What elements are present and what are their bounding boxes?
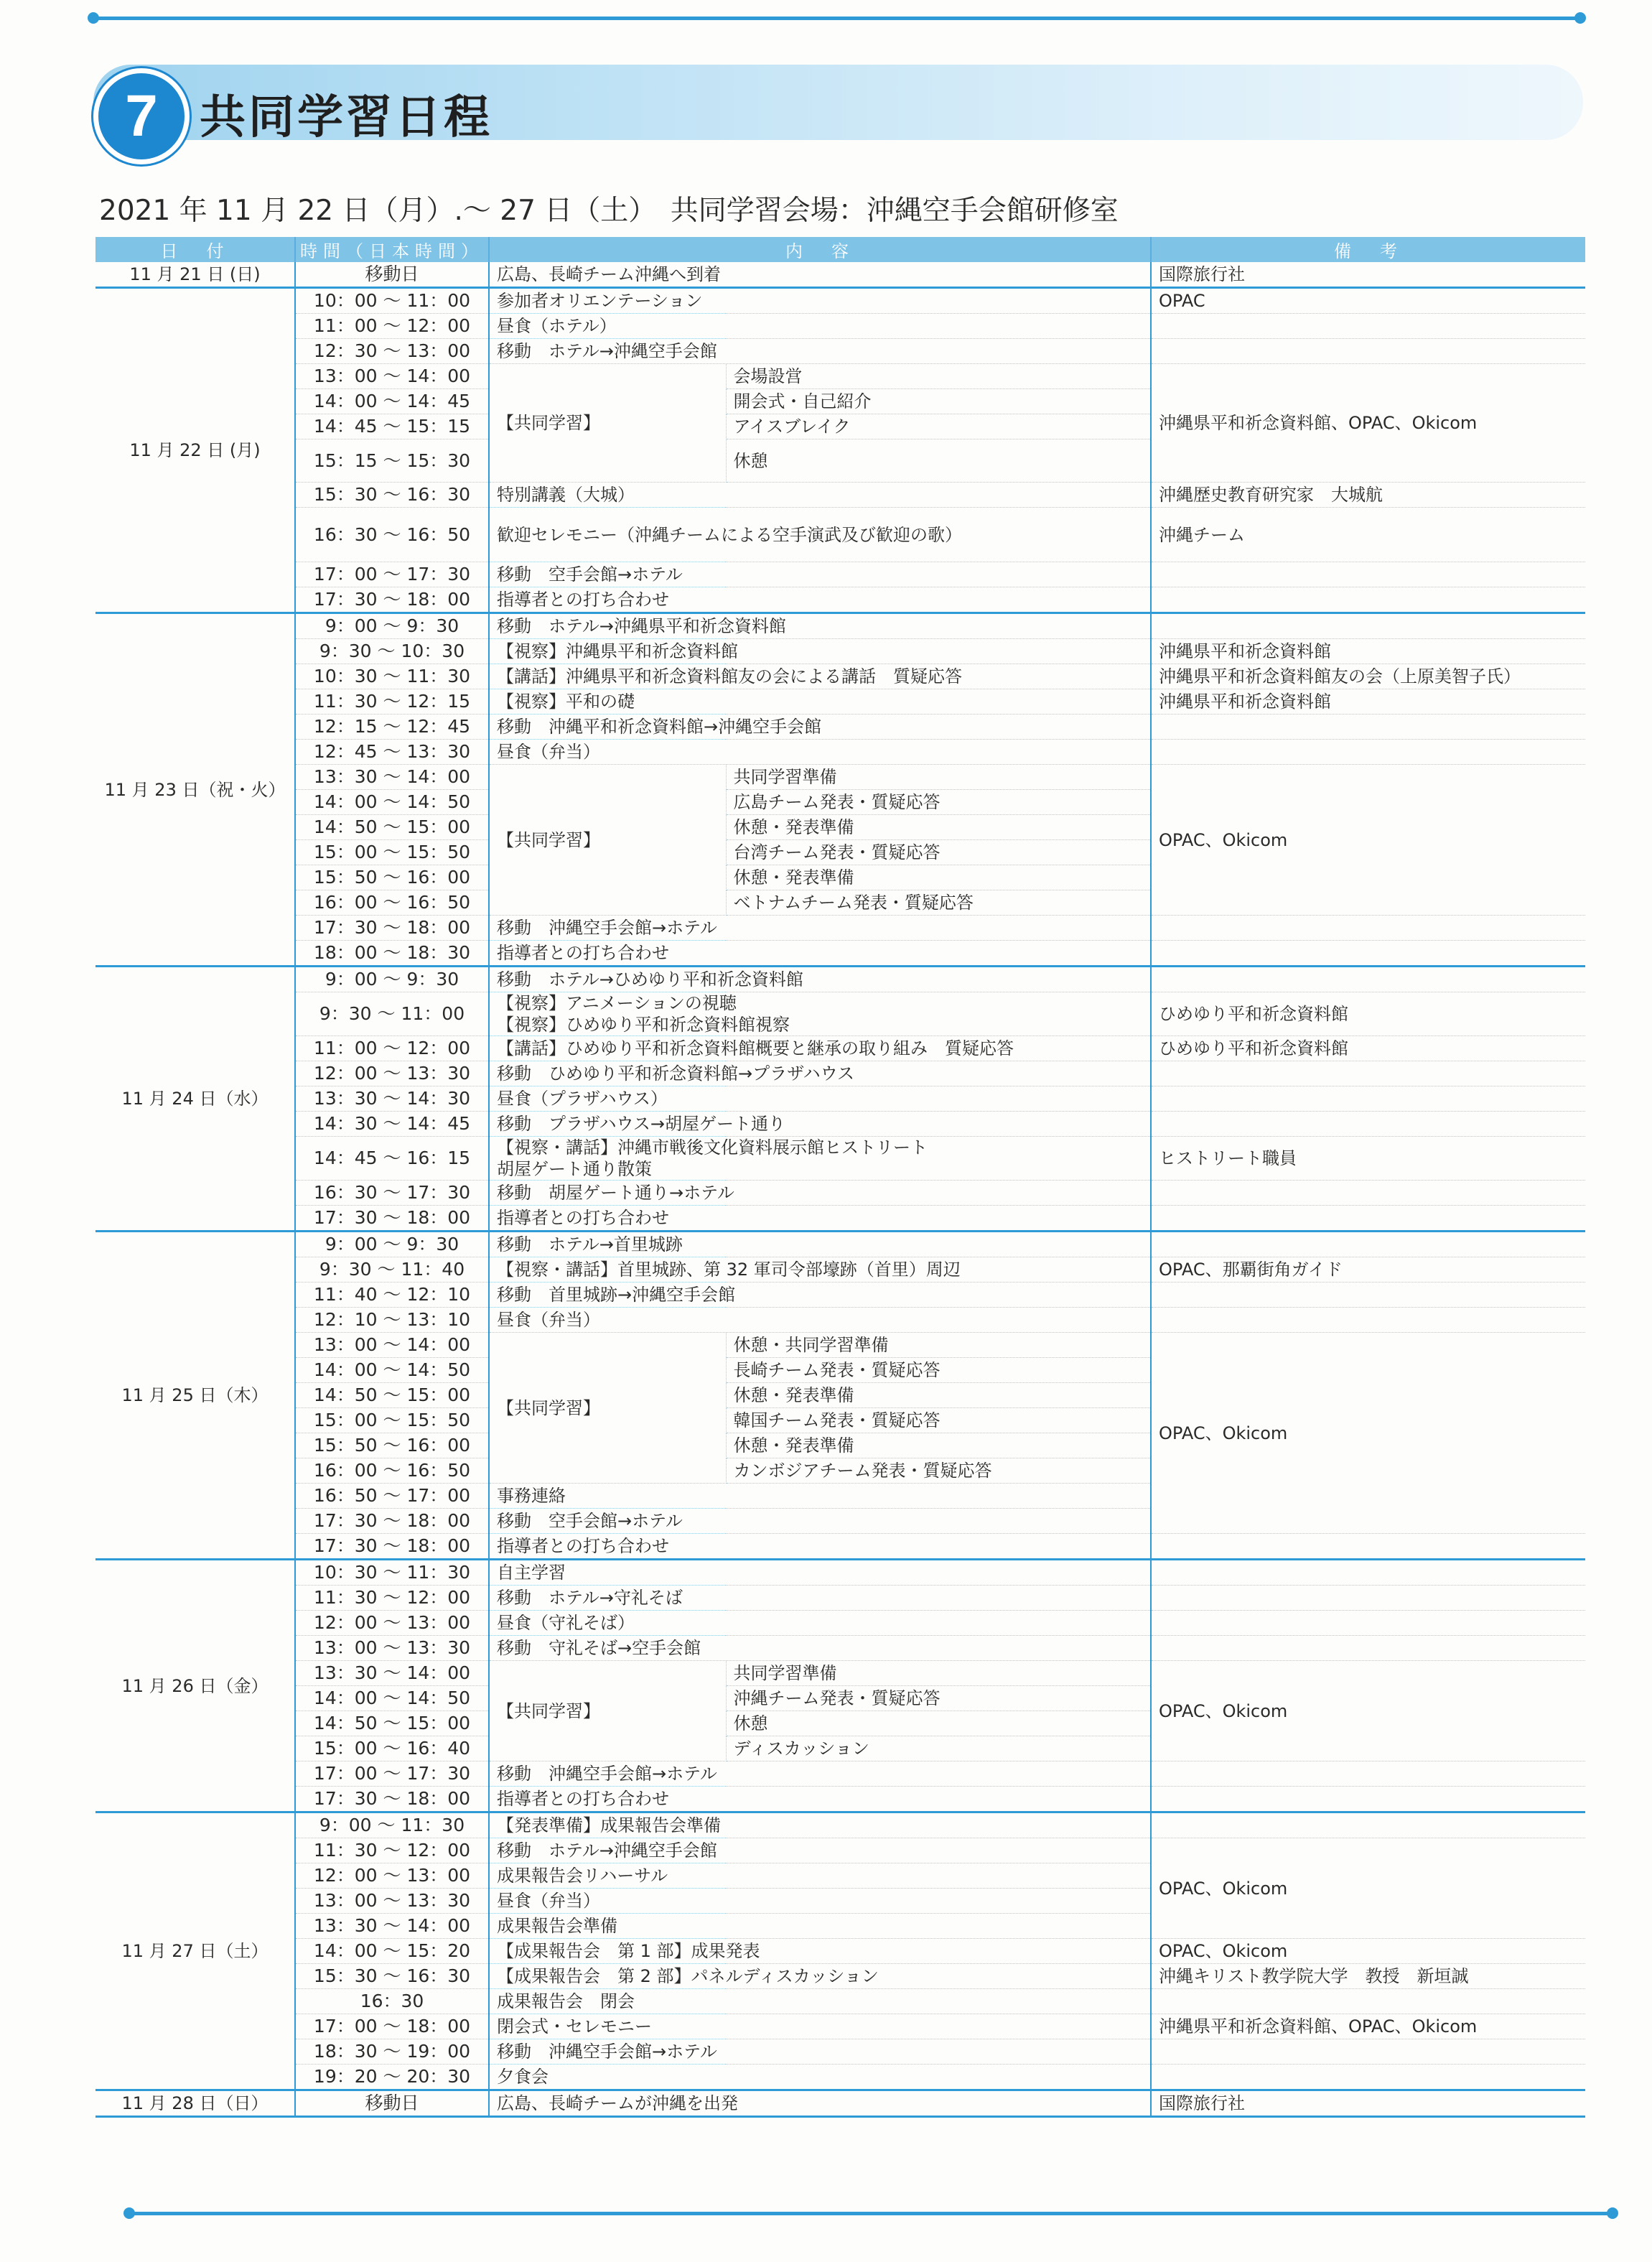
table-row — [95, 364, 1585, 389]
time-cell: 10：00 ～ 11：00 — [295, 288, 489, 314]
activity-group-cell: 【共同学習】 — [489, 765, 726, 916]
time-cell: 13：30 ～ 14：00 — [295, 1914, 489, 1939]
content-cell: 韓国チーム発表・質疑応答 — [726, 1408, 1151, 1433]
time-cell: 16：00 ～ 16：50 — [295, 1458, 489, 1484]
table-row — [95, 1661, 1585, 1686]
content-cell: 開会式・自己紹介 — [726, 389, 1151, 414]
table-row — [95, 639, 1585, 664]
content-cell: 指導者との打ち合わせ — [489, 941, 1151, 967]
content-cell: カンボジアチーム発表・質疑応答 — [726, 1458, 1151, 1484]
table-row — [95, 2039, 1585, 2065]
table-row — [95, 587, 1585, 613]
time-cell: 15：30 ～ 16：30 — [295, 1964, 489, 1989]
note-cell: 沖縄県平和祈念資料館、OPAC、Okicom — [1151, 364, 1585, 483]
time-cell: 15：00 ～ 15：50 — [295, 840, 489, 865]
time-cell: 13：00 ～ 14：00 — [295, 364, 489, 389]
content-cell: 【視察・講話】沖縄市戦後文化資料展示館ヒストリート 胡屋ゲート通り散策 — [489, 1137, 1151, 1181]
content-cell: 移動 首里城跡→沖縄空手会館 — [489, 1283, 1151, 1308]
content-cell: 移動 沖縄空手会館→ホテル — [489, 2039, 1151, 2065]
time-cell: 12：15 ～ 12：45 — [295, 715, 489, 740]
time-cell: 13：00 ～ 14：00 — [295, 1333, 489, 1358]
table-row — [95, 1137, 1585, 1181]
table-row — [95, 1812, 1585, 1838]
note-cell — [1151, 941, 1585, 967]
note-cell: OPAC、Okicom — [1151, 1939, 1585, 1964]
content-cell: 共同学習準備 — [726, 765, 1151, 790]
time-cell: 12：00 ～ 13：00 — [295, 1863, 489, 1889]
time-cell: 9：30 ～ 11：00 — [295, 992, 489, 1036]
table-row — [95, 941, 1585, 967]
content-cell: 昼食（弁当） — [489, 740, 1151, 765]
date-cell: 11 月 27 日（土） — [95, 1812, 295, 2090]
time-cell: 14：00 ～ 14：50 — [295, 1358, 489, 1383]
note-cell — [1151, 1232, 1585, 1257]
content-cell: 成果報告会準備 — [489, 1914, 1151, 1939]
time-cell: 16：30 ～ 16：50 — [295, 508, 489, 562]
time-cell: 14：00 ～ 14：45 — [295, 389, 489, 414]
content-cell: 休憩・発表準備 — [726, 1433, 1151, 1458]
time-cell: 17：30 ～ 18：00 — [295, 1534, 489, 1560]
content-cell: 休憩・発表準備 — [726, 815, 1151, 840]
table-row — [95, 1232, 1585, 1257]
content-cell: 特別講義（大城） — [489, 483, 1151, 508]
content-cell: 休憩 — [726, 1711, 1151, 1736]
time-cell: 9：00 ～ 9：30 — [295, 1232, 489, 1257]
content-cell: 移動 ひめゆり平和祈念資料館→プラザハウス — [489, 1061, 1151, 1086]
content-cell: 夕食会 — [489, 2065, 1151, 2090]
time-cell: 16：30 — [295, 1989, 489, 2014]
note-cell — [1151, 587, 1585, 613]
content-cell: 【講話】沖縄県平和祈念資料館友の会による講話 質疑応答 — [489, 664, 1151, 689]
table-row — [95, 1257, 1585, 1283]
content-cell: 移動 空手会館→ホテル — [489, 562, 1151, 587]
content-cell: 休憩・共同学習準備 — [726, 1333, 1151, 1358]
table-row — [95, 314, 1585, 339]
table-row — [95, 2065, 1585, 2090]
note-cell: 国際旅行社 — [1151, 2090, 1585, 2117]
time-cell: 12：45 ～ 13：30 — [295, 740, 489, 765]
content-cell: 休憩・発表準備 — [726, 1383, 1151, 1408]
date-cell: 11 月 23 日（祝・火） — [95, 613, 295, 967]
date-cell: 11 月 22 日 (月) — [95, 288, 295, 613]
table-row — [95, 339, 1585, 364]
table-row — [95, 613, 1585, 639]
time-cell: 11：30 ～ 12：15 — [295, 689, 489, 715]
note-cell: OPAC、Okicom — [1151, 1661, 1585, 1761]
header-content: 内 容 — [489, 237, 1151, 262]
table-row — [95, 1333, 1585, 1358]
content-cell: 広島チーム発表・質疑応答 — [726, 790, 1151, 815]
time-cell: 17：30 ～ 18：00 — [295, 916, 489, 941]
time-cell: 11：00 ～ 12：00 — [295, 314, 489, 339]
date-cell: 11 月 26 日（金） — [95, 1560, 295, 1812]
table-row — [95, 483, 1585, 508]
content-cell: ディスカッション — [726, 1736, 1151, 1761]
time-cell: 13：30 ～ 14：00 — [295, 1661, 489, 1686]
time-cell: 10：30 ～ 11：30 — [295, 1560, 489, 1586]
time-cell: 15：00 ～ 15：50 — [295, 1408, 489, 1433]
content-cell: 【視察・講話】首里城跡、第 32 軍司令部壕跡（首里）周辺 — [489, 1257, 1151, 1283]
note-cell — [1151, 1283, 1585, 1308]
time-cell: 9：00 ～ 11：30 — [295, 1812, 489, 1838]
time-cell: 12：10 ～ 13：10 — [295, 1308, 489, 1333]
time-cell: 13：30 ～ 14：30 — [295, 1086, 489, 1112]
note-cell — [1151, 562, 1585, 587]
time-cell: 14：45 ～ 16：15 — [295, 1137, 489, 1181]
table-row — [95, 1308, 1585, 1333]
time-cell: 14：45 ～ 15：15 — [295, 414, 489, 439]
time-cell: 11：30 ～ 12：00 — [295, 1838, 489, 1863]
note-cell — [1151, 1989, 1585, 2014]
content-cell: 休憩・発表準備 — [726, 865, 1151, 890]
table-row — [95, 1586, 1585, 1611]
content-cell: 【成果報告会 第 1 部】成果発表 — [489, 1939, 1151, 1964]
note-cell: 沖縄県平和祈念資料館友の会（上原美智子氏） — [1151, 664, 1585, 689]
content-cell: 歓迎セレモニー（沖縄チームによる空手演武及び歓迎の歌） — [489, 508, 1151, 562]
time-cell: 9：30 ～ 10：30 — [295, 639, 489, 664]
header-date: 日 付 — [95, 237, 295, 262]
activity-group-cell: 【共同学習】 — [489, 1333, 726, 1484]
time-cell: 9：00 ～ 9：30 — [295, 613, 489, 639]
content-cell: 【視察】平和の礎 — [489, 689, 1151, 715]
content-cell: 【発表準備】成果報告会準備 — [489, 1812, 1151, 1838]
time-cell: 15：50 ～ 16：00 — [295, 865, 489, 890]
table-row — [95, 1761, 1585, 1787]
time-cell: 12：30 ～ 13：00 — [295, 339, 489, 364]
time-cell: 17：00 ～ 17：30 — [295, 1761, 489, 1787]
time-cell: 12：00 ～ 13：00 — [295, 1611, 489, 1636]
table-row — [95, 1061, 1585, 1086]
table-row — [95, 1964, 1585, 1989]
activity-group-cell: 【共同学習】 — [489, 364, 726, 483]
table-row — [95, 2090, 1585, 2117]
content-cell: 移動 空手会館→ホテル — [489, 1509, 1151, 1534]
content-cell: 台湾チーム発表・質疑応答 — [726, 840, 1151, 865]
time-cell: 14：50 ～ 15：00 — [295, 1711, 489, 1736]
table-row — [95, 1611, 1585, 1636]
content-cell: 移動 ホテル→首里城跡 — [489, 1232, 1151, 1257]
table-header-row — [95, 237, 1585, 262]
table-row — [95, 262, 1585, 288]
table-row — [95, 1534, 1585, 1560]
time-cell: 13：30 ～ 14：00 — [295, 765, 489, 790]
time-cell: 14：00 ～ 14：50 — [295, 790, 489, 815]
table-row — [95, 1838, 1585, 1863]
time-cell: 移動日 — [295, 2090, 489, 2117]
time-cell: 17：30 ～ 18：00 — [295, 1509, 489, 1534]
content-cell: 参加者オリエンテーション — [489, 288, 1151, 314]
note-cell — [1151, 715, 1585, 740]
content-cell: 会場設営 — [726, 364, 1151, 389]
content-cell: 指導者との打ち合わせ — [489, 587, 1151, 613]
time-cell: 17：30 ～ 18：00 — [295, 1206, 489, 1232]
note-cell: ひめゆり平和祈念資料館 — [1151, 992, 1585, 1036]
date-cell: 11 月 28 日（日） — [95, 2090, 295, 2117]
note-cell: ひめゆり平和祈念資料館 — [1151, 1036, 1585, 1061]
time-cell: 13：00 ～ 13：30 — [295, 1889, 489, 1914]
content-cell: 事務連絡 — [489, 1484, 1151, 1509]
content-cell: 昼食（ホテル） — [489, 314, 1151, 339]
date-cell: 11 月 21 日 (日) — [95, 262, 295, 288]
note-cell — [1151, 1534, 1585, 1560]
time-cell: 14：50 ～ 15：00 — [295, 815, 489, 840]
time-cell: 16：50 ～ 17：00 — [295, 1484, 489, 1509]
time-cell: 移動日 — [295, 262, 489, 288]
time-cell: 19：20 ～ 20：30 — [295, 2065, 489, 2090]
note-cell — [1151, 1761, 1585, 1787]
section-number-badge: 7 — [93, 68, 190, 164]
table-row — [95, 288, 1585, 314]
note-cell: OPAC — [1151, 288, 1585, 314]
note-cell: ヒストリート職員 — [1151, 1137, 1585, 1181]
time-cell: 17：30 ～ 18：00 — [295, 587, 489, 613]
time-cell: 17：30 ～ 18：00 — [295, 1787, 489, 1812]
content-cell: 昼食（プラザハウス） — [489, 1086, 1151, 1112]
note-cell — [1151, 740, 1585, 765]
table-row — [95, 1939, 1585, 1964]
table-row — [95, 1086, 1585, 1112]
time-cell: 14：50 ～ 15：00 — [295, 1383, 489, 1408]
date-cell: 11 月 24 日（水） — [95, 967, 295, 1232]
content-cell: 移動 ホテル→ひめゆり平和祈念資料館 — [489, 967, 1151, 992]
note-cell: 沖縄歴史教育研究家 大城航 — [1151, 483, 1585, 508]
content-cell: ベトナムチーム発表・質疑応答 — [726, 890, 1151, 916]
content-cell: 移動 胡屋ゲート通り→ホテル — [489, 1181, 1151, 1206]
content-cell: 【視察】アニメーションの視聴 【視察】ひめゆり平和祈念資料館視察 — [489, 992, 1151, 1036]
time-cell: 18：00 ～ 18：30 — [295, 941, 489, 967]
content-cell: 昼食（弁当） — [489, 1308, 1151, 1333]
table-row — [95, 1112, 1585, 1137]
table-row — [95, 1636, 1585, 1661]
table-row — [95, 1181, 1585, 1206]
content-cell: アイスブレイク — [726, 414, 1151, 439]
table-row — [95, 765, 1585, 790]
table-row — [95, 2014, 1585, 2039]
table-row — [95, 967, 1585, 992]
note-cell — [1151, 1086, 1585, 1112]
content-cell: 成果報告会 閉会 — [489, 1989, 1151, 2014]
content-cell: 移動 ホテル→沖縄空手会館 — [489, 1838, 1151, 1863]
note-cell — [1151, 1636, 1585, 1661]
table-row — [95, 1036, 1585, 1061]
time-cell: 15：15 ～ 15：30 — [295, 439, 489, 483]
note-cell — [1151, 339, 1585, 364]
table-row — [95, 562, 1585, 587]
note-cell — [1151, 1061, 1585, 1086]
time-cell: 16：30 ～ 17：30 — [295, 1181, 489, 1206]
content-cell: 移動 プラザハウス→胡屋ゲート通り — [489, 1112, 1151, 1137]
note-cell — [1151, 1611, 1585, 1636]
note-cell — [1151, 967, 1585, 992]
content-cell: 移動 ホテル→沖縄空手会館 — [489, 339, 1151, 364]
content-cell: 移動 ホテル→守礼そば — [489, 1586, 1151, 1611]
note-cell: OPAC、那覇街角ガイド — [1151, 1257, 1585, 1283]
table-row — [95, 1206, 1585, 1232]
date-cell: 11 月 25 日（木） — [95, 1232, 295, 1560]
table-row — [95, 508, 1585, 562]
table-row — [95, 1560, 1585, 1586]
time-cell: 17：00 ～ 18：00 — [295, 2014, 489, 2039]
content-cell: 移動 沖縄空手会館→ホテル — [489, 916, 1151, 941]
time-cell: 15：50 ～ 16：00 — [295, 1433, 489, 1458]
content-cell: 移動 沖縄平和祈念資料館→沖縄空手会館 — [489, 715, 1151, 740]
time-cell: 14：00 ～ 14：50 — [295, 1686, 489, 1711]
content-cell: 閉会式・セレモニー — [489, 2014, 1151, 2039]
top-rule — [92, 17, 1582, 20]
note-cell: OPAC、Okicom — [1151, 1333, 1585, 1534]
time-cell: 9：30 ～ 11：40 — [295, 1257, 489, 1283]
time-cell: 17：00 ～ 17：30 — [295, 562, 489, 587]
note-cell — [1151, 1812, 1585, 1838]
content-cell: 指導者との打ち合わせ — [489, 1787, 1151, 1812]
note-cell: OPAC、Okicom — [1151, 765, 1585, 916]
note-cell: 国際旅行社 — [1151, 262, 1585, 288]
note-cell — [1151, 1787, 1585, 1812]
note-cell: 沖縄チーム — [1151, 508, 1585, 562]
content-cell: 【成果報告会 第 2 部】パネルディスカッション — [489, 1964, 1151, 1989]
schedule-table — [95, 237, 1585, 2118]
header-time: 時間（日本時間） — [295, 237, 489, 262]
note-cell — [1151, 1586, 1585, 1611]
content-cell: 沖縄チーム発表・質疑応答 — [726, 1686, 1151, 1711]
note-cell — [1151, 1181, 1585, 1206]
content-cell: 移動 ホテル→沖縄県平和祈念資料館 — [489, 613, 1151, 639]
note-cell — [1151, 1308, 1585, 1333]
time-cell: 9：00 ～ 9：30 — [295, 967, 489, 992]
time-cell: 18：30 ～ 19：00 — [295, 2039, 489, 2065]
table-row — [95, 715, 1585, 740]
time-cell: 12：00 ～ 13：30 — [295, 1061, 489, 1086]
note-cell: 沖縄県平和祈念資料館 — [1151, 689, 1585, 715]
page-title: 共同学習日程 — [200, 91, 493, 144]
note-cell — [1151, 314, 1585, 339]
note-cell: OPAC、Okicom — [1151, 1838, 1585, 1939]
note-cell — [1151, 2039, 1585, 2065]
content-cell: 指導者との打ち合わせ — [489, 1206, 1151, 1232]
table-row — [95, 664, 1585, 689]
table-row — [95, 1989, 1585, 2014]
note-cell — [1151, 1560, 1585, 1586]
content-cell: 指導者との打ち合わせ — [489, 1534, 1151, 1560]
table-row — [95, 992, 1585, 1036]
content-cell: 昼食（守礼そば） — [489, 1611, 1151, 1636]
time-cell: 11：40 ～ 12：10 — [295, 1283, 489, 1308]
time-cell: 15：00 ～ 16：40 — [295, 1736, 489, 1761]
content-cell: 自主学習 — [489, 1560, 1151, 1586]
note-cell: 沖縄県平和祈念資料館、OPAC、Okicom — [1151, 2014, 1585, 2039]
note-cell — [1151, 613, 1585, 639]
time-cell: 15：30 ～ 16：30 — [295, 483, 489, 508]
content-cell: 広島、長崎チーム沖縄へ到着 — [489, 262, 1151, 288]
content-cell: 移動 守礼そば→空手会館 — [489, 1636, 1151, 1661]
content-cell: 【視察】沖縄県平和祈念資料館 — [489, 639, 1151, 664]
note-cell — [1151, 2065, 1585, 2090]
content-cell: 成果報告会リハーサル — [489, 1863, 1151, 1889]
note-cell — [1151, 1112, 1585, 1137]
content-cell: 休憩 — [726, 439, 1151, 483]
time-cell: 14：00 ～ 15：20 — [295, 1939, 489, 1964]
content-cell: 【講話】ひめゆり平和祈念資料館概要と継承の取り組み 質疑応答 — [489, 1036, 1151, 1061]
schedule-subtitle: 2021 年 11 月 22 日（月）.～ 27 日（土） 共同学習会場：沖縄空手会館研修室 — [99, 195, 1119, 227]
content-cell: 共同学習準備 — [726, 1661, 1151, 1686]
time-cell: 13：00 ～ 13：30 — [295, 1636, 489, 1661]
time-cell: 11：00 ～ 12：00 — [295, 1036, 489, 1061]
note-cell: 沖縄県平和祈念資料館 — [1151, 639, 1585, 664]
table-row — [95, 1283, 1585, 1308]
note-cell — [1151, 916, 1585, 941]
time-cell: 14：30 ～ 14：45 — [295, 1112, 489, 1137]
table-row — [95, 916, 1585, 941]
content-cell: 広島、長崎チームが沖縄を出発 — [489, 2090, 1151, 2117]
bottom-rule — [128, 2212, 1614, 2215]
content-cell: 昼食（弁当） — [489, 1889, 1151, 1914]
time-cell: 11：30 ～ 12：00 — [295, 1586, 489, 1611]
note-cell: 沖縄キリスト教学院大学 教授 新垣誠 — [1151, 1964, 1585, 1989]
note-cell — [1151, 1206, 1585, 1232]
content-cell: 移動 沖縄空手会館→ホテル — [489, 1761, 1151, 1787]
activity-group-cell: 【共同学習】 — [489, 1661, 726, 1761]
time-cell: 16：00 ～ 16：50 — [295, 890, 489, 916]
time-cell: 10：30 ～ 11：30 — [295, 664, 489, 689]
table-row — [95, 740, 1585, 765]
header-notes: 備 考 — [1151, 237, 1585, 262]
table-row — [95, 689, 1585, 715]
table-row — [95, 1787, 1585, 1812]
content-cell: 長崎チーム発表・質疑応答 — [726, 1358, 1151, 1383]
